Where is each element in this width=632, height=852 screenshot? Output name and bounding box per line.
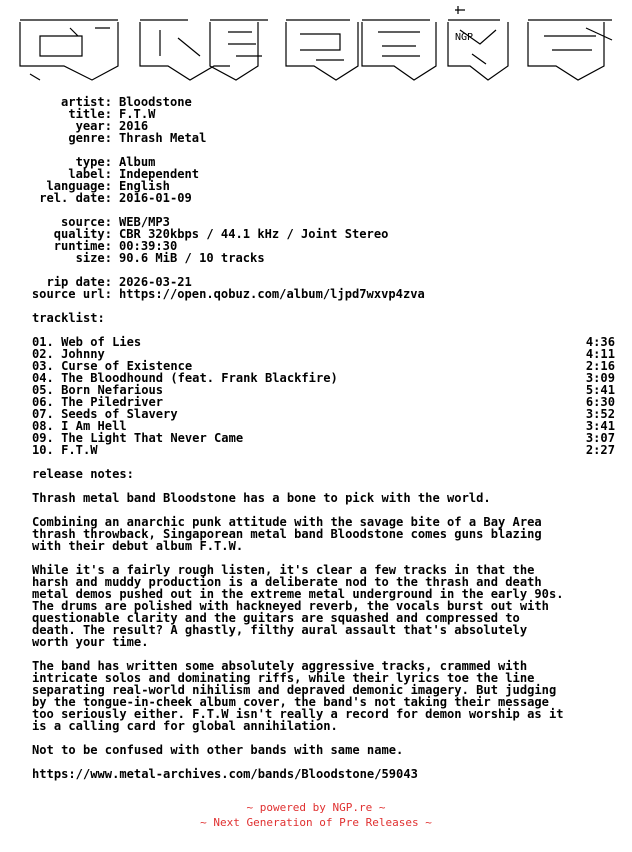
tracklist-heading: tracklist: xyxy=(32,311,105,325)
track-time: 3:41 xyxy=(585,419,615,433)
track-name: 05. Born Nefarious xyxy=(32,383,164,397)
track-name: 09. The Light That Never Came xyxy=(32,431,244,445)
info-value: 2026-03-21 xyxy=(119,275,192,289)
info-label: size: xyxy=(75,251,112,265)
info-value: Album xyxy=(119,155,156,169)
info-value: Bloodstone xyxy=(119,95,192,109)
info-label: type: xyxy=(75,155,112,169)
track-name: 04. The Bloodhound (feat. Frank Blackfire) xyxy=(32,371,338,385)
track-time: 6:30 xyxy=(585,395,615,409)
track-name: 08. I Am Hell xyxy=(32,419,127,433)
track-time: 2:16 xyxy=(585,359,615,373)
info-value: WEB/MP3 xyxy=(119,215,170,229)
info-value: F.T.W xyxy=(119,107,156,121)
track-name: 01. Web of Lies xyxy=(32,335,142,349)
track-time: 4:36 xyxy=(585,335,615,349)
metal-archives-link[interactable]: https://www.metal-archives.com/bands/Bloodstone/59043 xyxy=(32,767,418,781)
notes-paragraph: The band has written some absolutely aggressive tracks, crammed with intricate solos and dominating riffs, while their lyrics toe the line separating real-world nihilism and depraved demonic imagery. But judging by the tongue-in-cheek album cover, the band's not taking their message too seriously either. F.T.W isn't really a record for demon worship as it is a calling card for global annihilation. xyxy=(32,659,564,733)
notes-paragraph: Thrash metal band Bloodstone has a bone to pick with the world. xyxy=(32,491,491,505)
info-label: source url: xyxy=(31,287,112,301)
track-time: 2:27 xyxy=(585,443,615,457)
notes-paragraph: Not to be confused with other bands with same name. xyxy=(32,743,404,757)
info-label: source: xyxy=(61,215,112,229)
info-label: rip date: xyxy=(46,275,112,289)
info-value: 00:39:30 xyxy=(119,239,178,253)
source-url-link[interactable]: https://open.qobuz.com/album/ljpd7wxvp4zva xyxy=(119,287,425,301)
track-name: 06. The Piledriver xyxy=(32,395,164,409)
notes-paragraph: Combining an anarchic punk attitude with the savage bite of a Bay Area thrash throwback, Singaporean metal band Bloodstone comes guns blazing with their debut album F.T.W. xyxy=(32,515,542,553)
footer-powered-by[interactable]: ~ powered by NGP.re ~ xyxy=(246,801,386,814)
track-name: 02. Johnny xyxy=(32,347,105,361)
info-value: 2016-01-09 xyxy=(119,191,192,205)
info-label: genre: xyxy=(68,131,112,145)
info-value: Thrash Metal xyxy=(119,131,207,145)
track-time: 3:07 xyxy=(585,431,615,445)
track-name: 07. Seeds of Slavery xyxy=(32,407,178,421)
info-label: rel. date: xyxy=(39,191,112,205)
track-time: 3:09 xyxy=(585,371,615,385)
info-value: 90.6 MiB / 10 tracks xyxy=(119,251,265,265)
ngp-ascii-logo xyxy=(0,0,632,92)
info-value: English xyxy=(119,179,170,193)
notes-heading: release notes: xyxy=(32,467,134,481)
info-label: label: xyxy=(68,167,112,181)
logo-text: NGP xyxy=(455,32,474,43)
info-value: CBR 320kbps / 44.1 kHz / Joint Stereo xyxy=(119,227,389,241)
track-name: 10. F.T.W xyxy=(32,443,98,457)
info-value: Independent xyxy=(119,167,200,181)
info-label: title: xyxy=(68,107,112,121)
info-label: year: xyxy=(75,119,112,133)
footer-tagline: ~ Next Generation of Pre Releases ~ xyxy=(200,816,432,829)
info-label: quality: xyxy=(53,227,112,241)
track-name: 03. Curse of Existence xyxy=(32,359,193,373)
info-label: language: xyxy=(46,179,112,193)
notes-paragraph: While it's a fairly rough listen, it's clear a few tracks in that the harsh and muddy production is a deliberate nod to the thrash and death metal demos pushed out in the extreme metal underground in the early 90s. The drums are polished with hackneyed reverb, the vocals burst out with questionable clarity and the guitars are squashed and compressed to death. The result? A ghastly, filthy aural assault that's absolutely worth your time. xyxy=(32,563,564,649)
info-label: runtime: xyxy=(53,239,112,253)
track-time: 3:52 xyxy=(585,407,615,421)
track-time: 4:11 xyxy=(585,347,615,361)
info-label: artist: xyxy=(61,95,112,109)
track-time: 5:41 xyxy=(585,383,615,397)
info-value: 2016 xyxy=(119,119,149,133)
